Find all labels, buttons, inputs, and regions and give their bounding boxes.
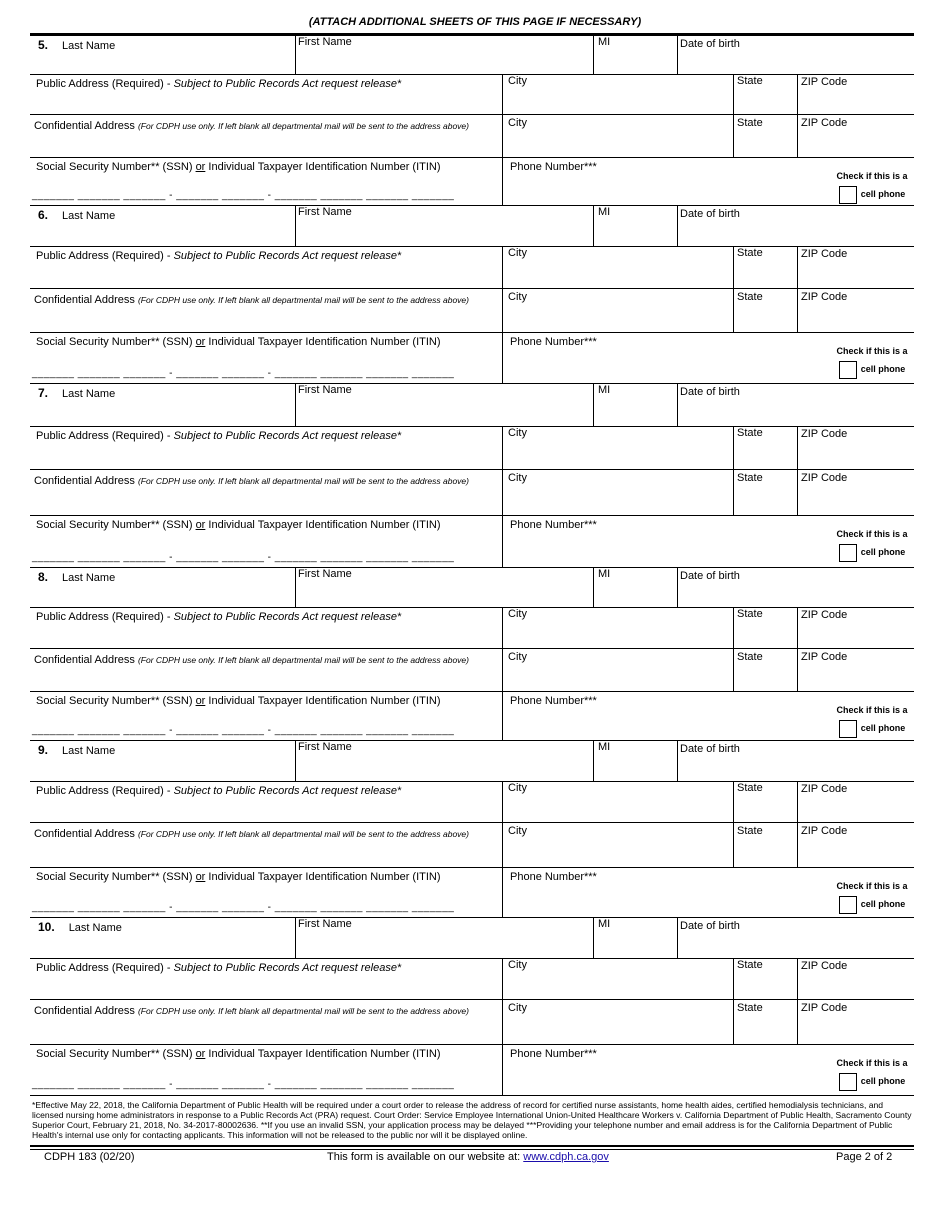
public-address-note: Subject to Public Records Act request release* <box>173 962 402 974</box>
ssn-label: Social Security Number** (SSN) <box>36 336 196 348</box>
public-city-field[interactable]: City <box>508 959 527 971</box>
public-address-label: Public Address (Required) - <box>36 611 174 623</box>
last-name-label: Last Name <box>68 922 122 934</box>
confidential-address-label: Confidential Address <box>34 1005 138 1017</box>
section-rule <box>30 1095 914 1096</box>
confidential-state-field[interactable]: State <box>737 825 763 837</box>
applicant-section <box>30 741 914 918</box>
public-city-field[interactable]: City <box>508 247 527 259</box>
dob-field[interactable]: Date of birth <box>680 743 740 755</box>
mi-field[interactable]: MI <box>598 36 611 48</box>
page-number: Page 2 of 2 <box>836 1151 893 1163</box>
mi-field[interactable]: MI <box>598 384 611 396</box>
confidential-zip-field[interactable]: ZIP Code <box>801 472 848 484</box>
public-zip-field[interactable]: ZIP Code <box>801 76 848 88</box>
ssn-blanks[interactable]: _______ _______ _______ - _______ _______ - _______ _______ _______ _______ <box>32 552 455 563</box>
row-rule <box>30 1044 914 1045</box>
check-label-line2: cell phone <box>860 899 906 909</box>
entry-number: 9. <box>38 743 49 757</box>
cell-phone-check <box>820 1054 924 1091</box>
entry-number: 5. <box>38 38 49 52</box>
row-rule <box>30 515 914 516</box>
public-address-note: Subject to Public Records Act request release* <box>173 250 402 262</box>
row-rule <box>30 691 914 692</box>
row-rule <box>30 114 914 115</box>
ssn-field[interactable] <box>36 519 441 531</box>
dob-field[interactable]: Date of birth <box>680 208 740 220</box>
dob-field[interactable]: Date of birth <box>680 38 740 50</box>
page-header: (ATTACH ADDITIONAL SHEETS OF THIS PAGE IF NECESSARY) <box>308 16 642 28</box>
phone-field[interactable]: Phone Number*** <box>510 695 597 707</box>
confidential-city-field[interactable]: City <box>508 472 527 484</box>
ssn-blanks[interactable]: _______ _______ _______ - _______ _______ - _______ _______ _______ _______ <box>32 368 455 379</box>
public-city-field[interactable]: City <box>508 608 527 620</box>
cell-divider <box>797 958 798 1044</box>
applicant-section <box>30 384 914 568</box>
footnote: *Effective May 22, 2018, the California Department of Public Health will be required under a court order to release the address of record for certified nurse assistants, home health aides, certified hemodialysis technicians, and licensed nursing home administrators in response to a Public Records Act (PRA) request. Court Order: Service Employee International Union-United Healthcare Workers v. California Department of Public Health, Sacramento County Superior Court, February 21, 2018, No. 34-2017-80002636. **If you use an invalid SSN, your application process may be delayed ***Providing your telephone number and email address is for the California Department of Public Health's internal use only for contacting applicants. This information will not be released to the public nor will it be displayed online. <box>32 1100 912 1140</box>
first-name-field[interactable]: First Name <box>298 36 352 48</box>
itin-label: Individual Taxpayer Identification Number (ITIN) <box>205 161 441 173</box>
cell-phone-check <box>820 342 924 379</box>
public-zip-field[interactable]: ZIP Code <box>801 428 848 440</box>
cell-divider <box>502 74 503 157</box>
cell-phone-checkbox[interactable] <box>839 720 857 738</box>
cell-divider <box>295 36 296 74</box>
cell-divider <box>502 157 503 206</box>
ssn-field[interactable] <box>36 336 441 348</box>
confidential-city-field[interactable]: City <box>508 291 527 303</box>
mi-field[interactable]: MI <box>598 568 611 580</box>
first-name-field[interactable]: First Name <box>298 206 352 218</box>
cell-divider <box>677 918 678 958</box>
phone-field[interactable]: Phone Number*** <box>510 161 597 173</box>
cell-divider <box>593 918 594 958</box>
confidential-address-field[interactable] <box>34 475 469 487</box>
public-address-label: Public Address (Required) - <box>36 250 174 262</box>
cell-phone-checkbox[interactable] <box>839 361 857 379</box>
cell-divider <box>733 426 734 515</box>
confidential-zip-field[interactable]: ZIP Code <box>801 117 848 129</box>
last-name-field[interactable] <box>38 570 115 584</box>
first-name-field[interactable]: First Name <box>298 741 352 753</box>
confidential-address-note: (For CDPH use only. If left blank all departmental mail will be sent to the address above) <box>137 295 469 305</box>
ssn-label: Social Security Number** (SSN) <box>36 695 196 707</box>
public-address-note: Subject to Public Records Act request release* <box>173 785 402 797</box>
ssn-label: Social Security Number** (SSN) <box>36 161 196 173</box>
confidential-city-field[interactable]: City <box>508 825 527 837</box>
ssn-blanks[interactable]: _______ _______ _______ - _______ _______ - _______ _______ _______ _______ <box>32 902 455 913</box>
phone-field[interactable]: Phone Number*** <box>510 519 597 531</box>
row-rule <box>30 332 914 333</box>
row-rule <box>30 867 914 868</box>
cell-divider <box>797 426 798 515</box>
ssn-field[interactable] <box>36 871 441 883</box>
first-name-field[interactable]: First Name <box>298 568 352 580</box>
cell-phone-check <box>820 701 924 738</box>
public-address-field[interactable] <box>36 430 401 442</box>
cell-divider <box>677 568 678 607</box>
cell-divider <box>733 781 734 867</box>
cell-divider <box>797 74 798 157</box>
confidential-city-field[interactable]: City <box>508 651 527 663</box>
first-name-field[interactable]: First Name <box>298 918 352 930</box>
check-label-line2: cell phone <box>860 723 906 733</box>
confidential-address-note: (For CDPH use only. If left blank all departmental mail will be sent to the address above) <box>137 655 469 665</box>
confidential-address-label: Confidential Address <box>34 475 138 487</box>
row-rule <box>30 822 914 823</box>
ssn-or: or <box>195 871 206 883</box>
last-name-field[interactable] <box>38 208 115 222</box>
confidential-address-field[interactable] <box>34 654 469 666</box>
dob-field[interactable]: Date of birth <box>680 920 740 932</box>
confidential-address-label: Confidential Address <box>34 654 138 666</box>
cell-divider <box>502 332 503 384</box>
cell-phone-checkbox[interactable] <box>839 1073 857 1091</box>
cell-divider <box>733 246 734 332</box>
ssn-or: or <box>195 336 206 348</box>
public-address-field[interactable] <box>36 78 401 90</box>
public-city-field[interactable]: City <box>508 427 527 439</box>
website-link[interactable]: www.cdph.ca.gov <box>523 1151 609 1163</box>
public-address-note: Subject to Public Records Act request release* <box>173 78 402 90</box>
public-state-field[interactable]: State <box>737 608 763 620</box>
form-number: CDPH 183 (02/20) <box>44 1151 135 1163</box>
confidential-address-label: Confidential Address <box>34 120 138 132</box>
cell-divider <box>295 206 296 246</box>
cell-phone-check <box>820 167 924 204</box>
public-address-label: Public Address (Required) - <box>36 785 174 797</box>
row-rule <box>30 157 914 158</box>
section-rule <box>30 917 914 918</box>
ssn-label: Social Security Number** (SSN) <box>36 519 196 531</box>
cell-divider <box>502 607 503 691</box>
cell-divider <box>295 741 296 781</box>
cell-divider <box>677 206 678 246</box>
check-label-line1: Check if this is a <box>836 346 908 356</box>
applicant-section <box>30 918 914 1095</box>
confidential-zip-field[interactable]: ZIP Code <box>801 1002 848 1014</box>
row-rule <box>30 426 914 427</box>
cell-divider <box>677 36 678 74</box>
public-address-field[interactable] <box>36 611 401 623</box>
public-state-field[interactable]: State <box>737 75 763 87</box>
row-rule <box>30 781 914 782</box>
check-row <box>820 360 924 379</box>
ssn-field[interactable] <box>36 161 441 173</box>
last-name-label: Last Name <box>62 388 116 400</box>
website-note <box>327 1151 609 1163</box>
cell-divider <box>797 246 798 332</box>
public-address-field[interactable] <box>36 962 401 974</box>
ssn-or: or <box>195 695 206 707</box>
mi-field[interactable]: MI <box>598 206 611 218</box>
confidential-address-label: Confidential Address <box>34 294 138 306</box>
cell-divider <box>593 384 594 426</box>
public-address-field[interactable] <box>36 785 401 797</box>
row-rule <box>30 607 914 608</box>
public-address-label: Public Address (Required) - <box>36 962 174 974</box>
cell-divider <box>502 246 503 332</box>
confidential-address-note: (For CDPH use only. If left blank all departmental mail will be sent to the address above) <box>137 476 469 486</box>
row-rule <box>30 469 914 470</box>
check-row <box>820 719 924 738</box>
footer-rule-thin <box>30 1149 914 1150</box>
confidential-address-label: Confidential Address <box>34 828 138 840</box>
ssn-blanks[interactable]: _______ _______ _______ - _______ _______ - _______ _______ _______ _______ <box>32 190 455 201</box>
check-label-line1: Check if this is a <box>836 529 908 539</box>
footer-rule <box>30 1145 914 1147</box>
last-name-label: Last Name <box>62 210 116 222</box>
cell-divider <box>733 607 734 691</box>
mi-field[interactable]: MI <box>598 918 611 930</box>
confidential-address-note: (For CDPH use only. If left blank all departmental mail will be sent to the address above) <box>137 1006 469 1016</box>
itin-label: Individual Taxpayer Identification Number (ITIN) <box>205 871 441 883</box>
check-label-line2: cell phone <box>860 189 906 199</box>
confidential-zip-field[interactable]: ZIP Code <box>801 825 848 837</box>
phone-field[interactable]: Phone Number*** <box>510 1048 597 1060</box>
website-text: This form is available on our website at: <box>327 1151 524 1163</box>
row-rule <box>30 648 914 649</box>
cell-divider <box>797 607 798 691</box>
public-zip-field[interactable]: ZIP Code <box>801 248 848 260</box>
applicant-section <box>30 206 914 384</box>
cell-divider <box>677 384 678 426</box>
cell-phone-checkbox[interactable] <box>839 544 857 562</box>
confidential-state-field[interactable]: State <box>737 1002 763 1014</box>
cell-divider <box>733 74 734 157</box>
ssn-blanks[interactable]: _______ _______ _______ - _______ _______ - _______ _______ _______ _______ <box>32 1079 455 1090</box>
last-name-field[interactable] <box>38 920 122 934</box>
ssn-or: or <box>195 1048 206 1060</box>
public-address-field[interactable] <box>36 250 401 262</box>
confidential-state-field[interactable]: State <box>737 291 763 303</box>
cell-divider <box>295 384 296 426</box>
first-name-field[interactable]: First Name <box>298 384 352 396</box>
cell-divider <box>797 781 798 867</box>
ssn-blanks[interactable]: _______ _______ _______ - _______ _______ - _______ _______ _______ _______ <box>32 725 455 736</box>
itin-label: Individual Taxpayer Identification Number (ITIN) <box>205 695 441 707</box>
cell-phone-checkbox[interactable] <box>839 186 857 204</box>
itin-label: Individual Taxpayer Identification Number (ITIN) <box>205 336 441 348</box>
entry-number: 6. <box>38 208 49 222</box>
check-label-line1: Check if this is a <box>836 705 908 715</box>
dob-field[interactable]: Date of birth <box>680 570 740 582</box>
section-rule <box>30 740 914 741</box>
confidential-state-field[interactable]: State <box>737 472 763 484</box>
check-label-line2: cell phone <box>860 547 906 557</box>
public-zip-field[interactable]: ZIP Code <box>801 960 848 972</box>
cell-divider <box>593 741 594 781</box>
mi-field[interactable]: MI <box>598 741 611 753</box>
cell-divider <box>502 1044 503 1095</box>
cell-divider <box>295 918 296 958</box>
check-label-line1: Check if this is a <box>836 1058 908 1068</box>
confidential-address-field[interactable] <box>34 1005 469 1017</box>
row-rule <box>30 246 914 247</box>
confidential-city-field[interactable]: City <box>508 1002 527 1014</box>
check-label-line1: Check if this is a <box>836 881 908 891</box>
public-zip-field[interactable]: ZIP Code <box>801 609 848 621</box>
row-rule <box>30 999 914 1000</box>
ssn-or: or <box>195 161 206 173</box>
cell-divider <box>502 426 503 515</box>
cell-divider <box>502 781 503 867</box>
cell-divider <box>502 867 503 918</box>
check-label-line1: Check if this is a <box>836 171 908 181</box>
public-address-note: Subject to Public Records Act request release* <box>173 430 402 442</box>
section-rule <box>30 383 914 384</box>
cell-divider <box>593 36 594 74</box>
cell-divider <box>502 515 503 568</box>
ssn-field[interactable] <box>36 695 441 707</box>
last-name-label: Last Name <box>62 745 116 757</box>
confidential-address-field[interactable] <box>34 294 469 306</box>
entry-number: 8. <box>38 570 49 584</box>
public-zip-field[interactable]: ZIP Code <box>801 783 848 795</box>
check-label-line2: cell phone <box>860 364 906 374</box>
cell-divider <box>593 568 594 607</box>
check-row <box>820 1072 924 1091</box>
public-state-field[interactable]: State <box>737 959 763 971</box>
check-row <box>820 543 924 562</box>
row-rule <box>30 958 914 959</box>
public-city-field[interactable]: City <box>508 782 527 794</box>
cell-phone-check <box>820 525 924 562</box>
confidential-state-field[interactable]: State <box>737 651 763 663</box>
public-state-field[interactable]: State <box>737 247 763 259</box>
itin-label: Individual Taxpayer Identification Number (ITIN) <box>205 519 441 531</box>
confidential-zip-field[interactable]: ZIP Code <box>801 291 848 303</box>
public-address-label: Public Address (Required) - <box>36 430 174 442</box>
confidential-city-field[interactable]: City <box>508 117 527 129</box>
public-address-label: Public Address (Required) - <box>36 78 174 90</box>
entry-number: 10. <box>38 920 55 934</box>
confidential-zip-field[interactable]: ZIP Code <box>801 651 848 663</box>
last-name-label: Last Name <box>62 40 116 52</box>
check-row <box>820 185 924 204</box>
section-rule <box>30 567 914 568</box>
last-name-field[interactable] <box>38 38 115 52</box>
last-name-field[interactable] <box>38 743 115 757</box>
cell-divider <box>502 958 503 1044</box>
row-rule <box>30 74 914 75</box>
row-rule <box>30 288 914 289</box>
cell-divider <box>502 691 503 741</box>
cell-divider <box>593 206 594 246</box>
public-city-field[interactable]: City <box>508 75 527 87</box>
ssn-field[interactable] <box>36 1048 441 1060</box>
applicant-section <box>30 36 914 206</box>
section-rule <box>30 205 914 206</box>
cell-divider <box>733 958 734 1044</box>
check-row <box>820 895 924 914</box>
cell-phone-checkbox[interactable] <box>839 896 857 914</box>
confidential-state-field[interactable]: State <box>737 117 763 129</box>
ssn-label: Social Security Number** (SSN) <box>36 1048 196 1060</box>
itin-label: Individual Taxpayer Identification Number (ITIN) <box>205 1048 441 1060</box>
cell-phone-check <box>820 877 924 914</box>
phone-field[interactable]: Phone Number*** <box>510 871 597 883</box>
last-name-field[interactable] <box>38 386 115 400</box>
phone-field[interactable]: Phone Number*** <box>510 336 597 348</box>
confidential-address-note: (For CDPH use only. If left blank all departmental mail will be sent to the address above) <box>137 121 469 131</box>
check-label-line2: cell phone <box>860 1076 906 1086</box>
confidential-address-note: (For CDPH use only. If left blank all departmental mail will be sent to the address above) <box>137 829 469 839</box>
dob-field[interactable]: Date of birth <box>680 386 740 398</box>
ssn-or: or <box>195 519 206 531</box>
last-name-label: Last Name <box>62 572 116 584</box>
cell-divider <box>295 568 296 607</box>
public-address-note: Subject to Public Records Act request release* <box>173 611 402 623</box>
confidential-address-field[interactable] <box>34 828 469 840</box>
cell-divider <box>677 741 678 781</box>
entry-number: 7. <box>38 386 49 400</box>
confidential-address-field[interactable] <box>34 120 469 132</box>
public-state-field[interactable]: State <box>737 427 763 439</box>
applicant-section <box>30 568 914 741</box>
ssn-label: Social Security Number** (SSN) <box>36 871 196 883</box>
public-state-field[interactable]: State <box>737 782 763 794</box>
